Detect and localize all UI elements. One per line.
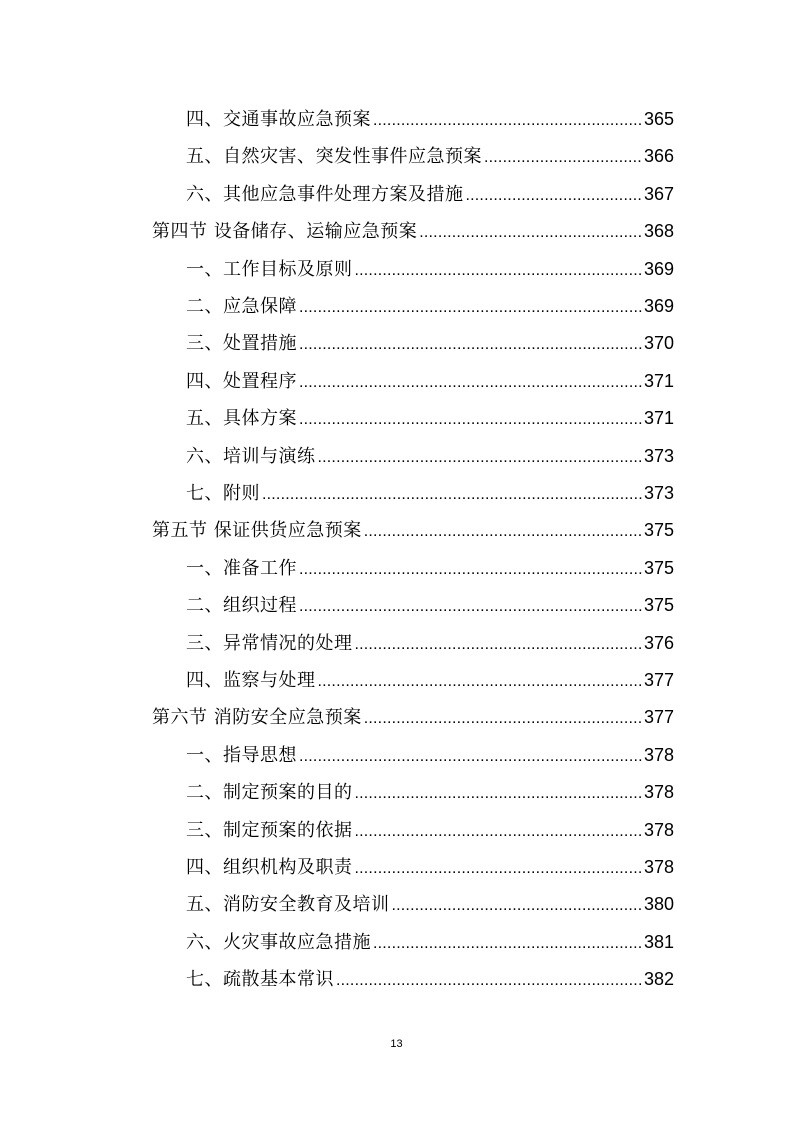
dot-leader [299,588,643,625]
toc-entry-page: 369 [643,296,674,316]
dot-leader [373,925,643,962]
toc-entry-page: 371 [643,408,674,429]
toc-entry[interactable] [186,886,674,923]
dot-leader [364,513,643,550]
toc-entry-page: 382 [643,969,674,990]
dot-leader [299,551,643,588]
dot-leader [336,962,643,999]
toc-entry[interactable] [186,625,674,662]
toc-entry-page: 373 [643,483,674,503]
toc-entry-title: 四、交通事故应急预案 [186,109,371,130]
toc-entry-page: 369 [643,258,674,279]
toc-entry-title: 第五节 保证供货应急预案 [152,520,362,542]
toc-entry-title: 四、监察与处理 [186,670,316,691]
toc-entry-title: 三、异常情况的处理 [186,632,353,654]
dot-leader [466,177,643,214]
toc-entry-page: 377 [643,670,674,690]
dot-leader [355,850,643,887]
toc-entry-title: 二、应急保障 [186,296,297,317]
toc-entry[interactable] [186,961,674,998]
toc-entry[interactable] [186,400,674,437]
toc-entry[interactable] [186,251,674,288]
toc-section-entry[interactable] [152,213,674,250]
toc-entry[interactable] [186,550,674,587]
toc-entry-page: 381 [643,931,674,952]
dot-leader [299,401,643,438]
toc-entry-title: 一、指导思想 [186,744,297,766]
toc-entry[interactable] [186,138,674,175]
page-number: 13 [390,1038,403,1050]
toc-entry-title: 六、培训与演练 [186,445,316,467]
dot-leader [419,214,643,251]
toc-entry-page: 373 [643,445,674,466]
toc-entry-page: 378 [643,782,674,803]
toc-entry-page: 376 [643,632,674,653]
dot-leader [484,139,643,176]
toc-entry-page: 365 [643,109,674,129]
toc-entry-title: 第六节 消防安全应急预案 [152,707,362,729]
toc-entry[interactable] [186,438,674,475]
dot-leader [355,626,643,663]
toc-entry-title: 二、组织过程 [186,595,297,617]
toc-entry-title: 五、消防安全教育及培训 [186,894,390,916]
toc-entry[interactable] [186,325,674,362]
toc-entry[interactable] [186,101,674,138]
toc-entry-title: 四、组织机构及职责 [186,857,353,878]
toc-entry-page: 380 [643,894,674,915]
dot-leader [364,700,643,737]
toc-entry-page: 370 [643,333,674,354]
dot-leader [262,476,643,513]
toc-entry-title: 一、工作目标及原则 [186,258,353,280]
toc-entry[interactable] [186,737,674,774]
toc-entry-title: 一、准备工作 [186,557,297,579]
toc-entry[interactable] [186,849,674,886]
toc-entry-title: 七、附则 [186,483,260,504]
toc-entry-title: 六、火灾事故应急措施 [186,931,371,953]
toc-section-entry[interactable] [152,512,674,549]
toc-entry-title: 五、具体方案 [186,408,297,430]
toc-entry[interactable] [186,176,674,213]
dot-leader [299,289,643,326]
toc-entry-title: 六、其他应急事件处理方案及措施 [186,183,464,205]
dot-leader [355,252,643,289]
toc-entry[interactable] [186,587,674,624]
dot-leader [355,775,643,812]
toc-entry-page: 371 [643,370,674,391]
toc-entry-page: 378 [643,857,674,877]
toc-entry[interactable] [186,662,674,699]
toc-entry-page: 378 [643,819,674,840]
toc-entry-page: 375 [643,520,674,541]
dot-leader [392,887,643,924]
toc-entry-page: 377 [643,707,674,728]
toc-entry-title: 五、自然灾害、突发性事件应急预案 [186,146,482,168]
toc-entry[interactable] [186,924,674,961]
toc-entry-page: 375 [643,595,674,616]
toc-section-entry[interactable] [152,699,674,736]
toc-entry-page: 367 [643,183,674,204]
toc-entry-page: 366 [643,146,674,167]
toc-entry-title: 三、处置措施 [186,333,297,355]
toc-entry-title: 七、疏散基本常识 [186,969,334,991]
dot-leader [299,364,643,401]
dot-leader [318,663,643,700]
dot-leader [355,813,643,850]
toc-entry[interactable] [186,475,674,512]
toc-entry-page: 378 [643,744,674,765]
toc-entry-page: 375 [643,557,674,578]
toc-entry-title: 第四节 设备储存、运输应急预案 [152,221,418,243]
toc-entry-title: 三、制定预案的依据 [186,819,353,841]
dot-leader [318,439,643,476]
toc-entry-title: 四、处置程序 [186,370,297,392]
toc-entry-page: 368 [643,221,674,242]
toc-entry[interactable] [186,363,674,400]
dot-leader [373,102,643,139]
toc-entry[interactable] [186,774,674,811]
toc-entry-title: 二、制定预案的目的 [186,782,353,804]
dot-leader [299,738,643,775]
toc-entry[interactable] [186,812,674,849]
dot-leader [299,326,643,363]
toc-entry[interactable] [186,288,674,325]
